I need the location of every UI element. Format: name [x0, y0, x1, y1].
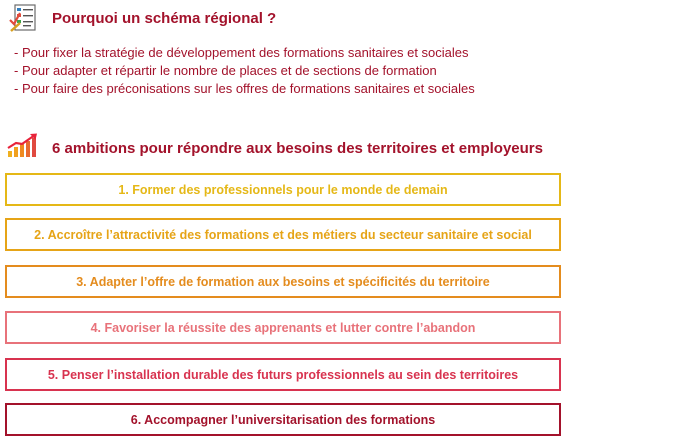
ambition-box-1 — [5, 173, 561, 206]
ambition-label: 6. Accompagner l’universitarisation des formations — [130, 412, 436, 427]
growth-chart-icon — [6, 132, 40, 158]
reason-item: - Pour faire des préconisations sur les offres de formations sanitaires et sociales — [14, 81, 475, 96]
reason-item: - Pour fixer la stratégie de développement des formations sanitaires et sociales — [14, 45, 469, 60]
section-title-why: Pourquoi un schéma régional ? — [52, 10, 277, 27]
ambition-box-6 — [5, 403, 561, 436]
section-title-ambitions: 6 ambitions pour répondre aux besoins des territoires et employeurs — [52, 140, 543, 157]
ambition-label: 4. Favoriser la réussite des apprenants et lutter contre l’abandon — [90, 320, 476, 335]
checklist-document-icon — [8, 4, 38, 32]
ambition-box-3 — [5, 265, 561, 298]
ambition-label: 1. Former des professionnels pour le monde de demain — [118, 182, 448, 197]
ambition-box-5 — [5, 358, 561, 391]
reasons-list — [14, 44, 475, 98]
ambition-box-2 — [5, 218, 561, 251]
reason-item: - Pour adapter et répartir le nombre de places et de sections de formation — [14, 63, 437, 78]
ambition-label: 5. Penser l’installation durable des futurs professionnels au sein des territoires — [47, 367, 519, 382]
ambition-label: 2. Accroître l’attractivité des formations et des métiers du secteur sanitaire et social — [34, 227, 532, 242]
ambition-label: 3. Adapter l’offre de formation aux besoins et spécificités du territoire — [76, 274, 490, 289]
ambition-box-4 — [5, 311, 561, 344]
